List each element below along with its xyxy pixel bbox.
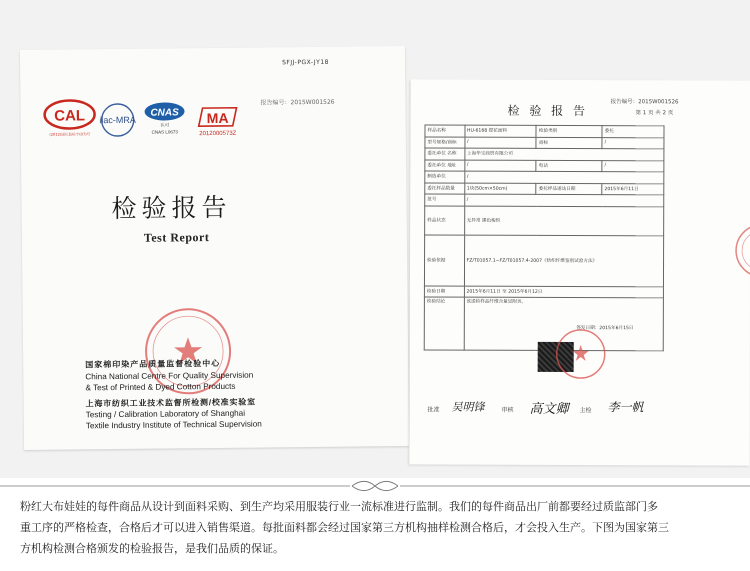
table-row — [425, 136, 664, 148]
table-cell: 1块(50cm×50cm) — [464, 183, 536, 195]
table-row — [425, 159, 664, 171]
description-line: 粉红大布娃娃的每件商品从设计到面料采购、到生产均采用服装行业一流标准进行监制。我们的每件商品出厂前都要经过质监部门多 — [20, 500, 658, 513]
ilac-mra-logo — [94, 103, 140, 137]
table-cell: 委托 — [602, 126, 664, 138]
approve-signature: 吴明锋 — [451, 400, 485, 414]
table-cell: 型号规格/商标 — [425, 136, 465, 148]
table-row — [425, 194, 664, 206]
org-name-chinese-1: 国家棉印染产品质量监督检验中心 — [85, 358, 221, 370]
table-cell: 2015年6月11日 至 2015年6月12日 — [464, 286, 664, 298]
table-cell: 2015年6月11日 — [602, 183, 664, 195]
table-cell: 制造单位 — [425, 171, 465, 183]
description-line: 重工序的严格检查，合格后才可以进入销售渠道。每批面料都会经过国家第三方机构抽样检测合格后，才会投入生产。下图为国家第三 — [20, 521, 669, 534]
svg-text:CNAS L0673: CNAS L0673 — [151, 129, 178, 135]
table-cell: / — [464, 160, 536, 172]
table-cell: FZ/T01057.1~FZ/T01057.4-2007《纺织纤维鉴别试验方法》 — [464, 235, 664, 287]
main-inspector-label: 主检 — [579, 406, 592, 415]
table-row — [425, 182, 664, 194]
org-name-english-4: Textile Industry Institute of Technical Supervision — [85, 419, 262, 431]
table-cell: HU-6168 提花面料 — [464, 125, 536, 137]
svg-text:CNAS: CNAS — [150, 107, 179, 119]
form-report-number: 报告编号：2015W001526 — [610, 99, 679, 106]
table-cell: 委托样品数量 — [425, 182, 465, 194]
table-cell: 批号 — [425, 194, 465, 206]
org-name-chinese-2: 上海市纺织工业技术监督所检测/校准实验室 — [85, 397, 256, 409]
review-signature: 高文卿 — [529, 401, 569, 417]
table-cell: 样品状态 — [425, 205, 465, 234]
table-cell: 电话 — [536, 160, 602, 172]
cover-title-english: Test Report — [143, 230, 210, 245]
svg-text:CAL: CAL — [54, 107, 86, 125]
conclusion-text: 该送检样品纤维含量见附页。 — [466, 299, 527, 305]
cma-logo — [192, 102, 242, 139]
svg-text:(2012)国认监检字(07)号: (2012)国认监检字(07)号 — [49, 132, 91, 137]
svg-text:2012000573Z: 2012000573Z — [199, 130, 237, 138]
report-form-table — [424, 124, 665, 351]
table-cell: / — [464, 194, 664, 206]
table-cell: 检验依据 — [424, 234, 464, 285]
table-row — [424, 234, 663, 286]
table-row — [425, 205, 664, 235]
main-inspector-signature: 李一帆 — [607, 400, 644, 415]
table-cell: 检验结论 — [424, 297, 464, 350]
table-cell: / — [602, 160, 664, 172]
table-row — [425, 148, 664, 160]
issue-date: 签发日期：2015年6月15日 — [576, 325, 634, 332]
report-form-page — [409, 79, 750, 465]
table-cell: 上海华宝商贸有限公司 — [464, 148, 664, 160]
svg-text:认可: 认可 — [160, 123, 170, 129]
cover-form-code: SFJJ-PGX-JY18 — [282, 58, 330, 67]
table-row — [424, 285, 663, 297]
cnas-logo — [142, 100, 186, 134]
table-cell: 检验类别 — [536, 125, 602, 137]
svg-text:MA: MA — [206, 109, 229, 127]
seam-stamp — [732, 221, 750, 281]
cal-logo — [40, 97, 98, 138]
table-row — [425, 171, 664, 183]
table-cell: 无异常 黑色梭织 — [464, 206, 664, 236]
form-page-number: 第 1 页 共 2 页 — [635, 110, 674, 117]
description-line: 方机构检测合格颁发的检验报告，是我们品质的保证。 — [20, 542, 284, 555]
cover-report-number: 报告编号：2015W001526 — [260, 98, 335, 107]
org-name-english-2: & Test of Printed & Dyed Cotton Products — [85, 381, 236, 393]
product-quality-description — [20, 496, 732, 559]
table-cell: 委托单位 名称 — [425, 148, 465, 160]
table-cell: / — [464, 171, 664, 183]
table-cell: 检验日期 — [424, 285, 464, 297]
svg-text:ilac-MRA: ilac-MRA — [99, 114, 136, 126]
table-cell: 商标 — [536, 137, 602, 149]
form-title: 检 验 报 告 — [507, 103, 589, 119]
table-row — [425, 125, 664, 137]
org-name-english-3: Testing / Calibration Laboratory of Shanghai — [85, 408, 246, 420]
table-cell: 委托单位 地址 — [425, 159, 465, 171]
approve-label: 批准 — [427, 406, 440, 414]
inspection-stamp — [555, 328, 607, 380]
table-cell: 委托样品送达日期 — [536, 183, 602, 195]
table-cell: / — [602, 137, 664, 149]
table-cell: / — [464, 137, 536, 149]
cover-title-chinese: 检验报告 — [111, 192, 232, 224]
review-label: 审核 — [501, 406, 514, 414]
ornamental-divider — [0, 480, 750, 492]
table-cell: 样品名称 — [425, 125, 465, 137]
org-name-english-1: China National Centre For Quality Supervision — [85, 370, 254, 382]
report-cover-page — [20, 46, 409, 450]
